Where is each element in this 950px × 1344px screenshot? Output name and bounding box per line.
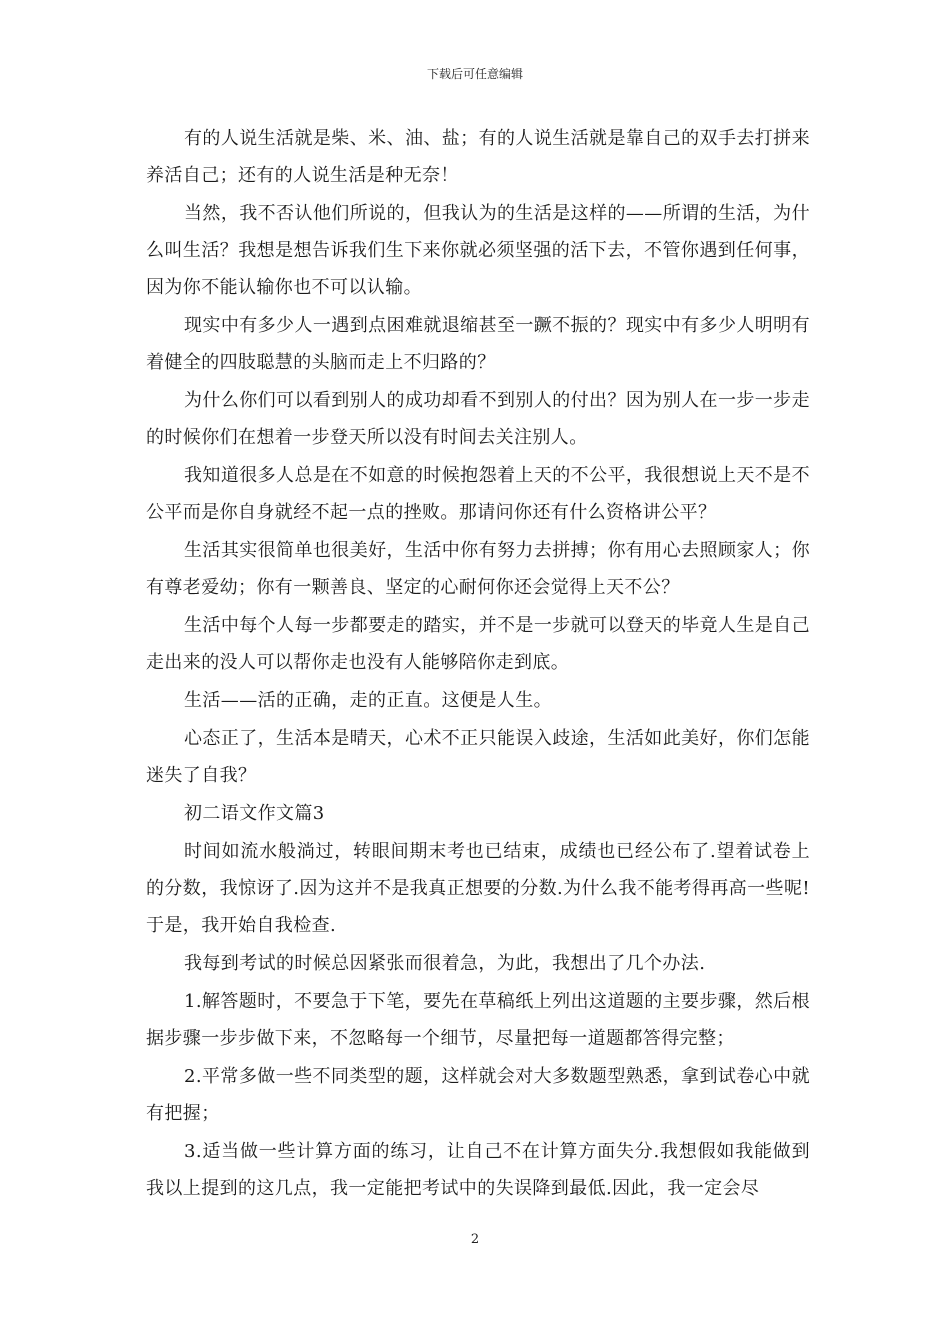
section-heading: 初二语文作文篇3 xyxy=(184,803,325,824)
page-number: 2 xyxy=(470,1232,480,1247)
document-body xyxy=(146,120,810,1208)
paragraph-10: 时间如流水般淌过，转眼间期末考也已结束，成绩也已经公布了.望着试卷上的分数，我惊讶了.因为这并不是我真正想要的分数.为什么我不能考得再高一些呢!于是，我开始自我检查. xyxy=(146,841,810,936)
page-header-note: 下载后可任意编辑 xyxy=(426,67,523,81)
list-item-1: 1.解答题时，不要急于下笔，要先在草稿纸上列出这道题的主要步骤，然后根据步骤一步步做下来，不忽略每一个细节，尽量把每一道题都答得完整； xyxy=(146,991,810,1049)
paragraph-3: 现实中有多少人一遇到点困难就退缩甚至一蹶不振的？现实中有多少人明明有着健全的四肢聪慧的头脑而走上不归路的？ xyxy=(146,315,810,373)
paragraph-9: 心态正了，生活本是晴天，心术不正只能误入歧途，生活如此美好，你们怎能迷失了自我？ xyxy=(146,728,810,786)
paragraph-11: 我每到考试的时候总因紧张而很着急，为此，我想出了几个办法. xyxy=(184,953,706,974)
list-item-3: 3.适当做一些计算方面的练习，让自己不在计算方面失分.我想假如我能做到我以上提到的这几点，我一定能把考试中的失误降到最低.因此，我一定会尽 xyxy=(146,1141,810,1199)
paragraph-7: 生活中每个人每一步都要走的踏实，并不是一步就可以登天的毕竟人生是自己走出来的没人可以帮你走也没有人能够陪你走到底。 xyxy=(146,615,810,673)
paragraph-2: 当然，我不否认他们所说的，但我认为的生活是这样的——所谓的生活，为什么叫生活？我想是想告诉我们生下来你就必须坚强的活下去，不管你遇到任何事，因为你不能认输你也不可以认输。 xyxy=(146,203,810,298)
paragraph-1: 有的人说生活就是柴、米、油、盐；有的人说生活就是靠自己的双手去打拼来养活自己；还有的人说生活是种无奈！ xyxy=(146,128,810,186)
paragraph-4: 为什么你们可以看到别人的成功却看不到别人的付出？因为别人在一步一步走的时候你们在想着一步登天所以没有时间去关注别人。 xyxy=(146,390,810,448)
list-item-2: 2.平常多做一些不同类型的题，这样就会对大多数题型熟悉，拿到试卷心中就有把握； xyxy=(146,1066,810,1124)
paragraph-8: 生活——活的正确，走的正直。这便是人生。 xyxy=(184,690,552,711)
paragraph-5: 我知道很多人总是在不如意的时候抱怨着上天的不公平，我很想说上天不是不公平而是你自身就经不起一点的挫败。那请问你还有什么资格讲公平？ xyxy=(146,465,810,523)
paragraph-6: 生活其实很简单也很美好，生活中你有努力去拼搏；你有用心去照顾家人；你有尊老爱幼；你有一颗善良、坚定的心耐何你还会觉得上天不公？ xyxy=(146,540,810,598)
